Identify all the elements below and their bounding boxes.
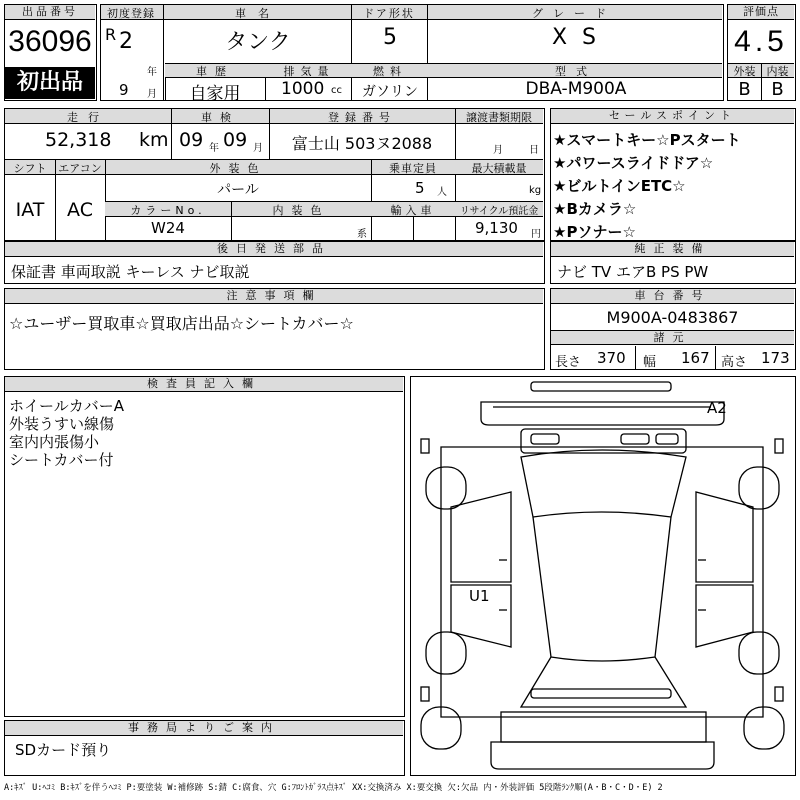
rating-block <box>727 4 796 101</box>
history-value: 自家用 <box>189 84 241 104</box>
ext-rating-value: B <box>738 79 751 100</box>
width-label: 幅 <box>643 355 657 370</box>
doors-value: 5 <box>383 25 397 50</box>
grade-label: グレード <box>532 7 616 20</box>
sales-points-block <box>550 108 796 241</box>
transfer-label: 譲渡書類期限 <box>466 111 532 124</box>
interior-color-unit: 系 <box>357 229 367 240</box>
inspector-line: 室内内張傷小 <box>9 433 100 451</box>
interior-color-label: 内装色 <box>272 204 330 217</box>
office-block <box>4 720 405 776</box>
equipment-label: 純正装備 <box>551 242 794 257</box>
sales-point-item: ★Pソナー☆ <box>553 223 636 241</box>
vehicle-info-block <box>100 4 724 104</box>
car-name-value: タンク <box>225 30 291 55</box>
later-parts-value: 保証書 車両取説 キーレス ナビ取説 <box>11 263 250 281</box>
history-label: 車歴 <box>196 65 234 78</box>
mileage-label: 走行 <box>67 111 109 124</box>
dimensions-label: 諸元 <box>551 330 794 345</box>
max-load-label: 最大積載量 <box>471 162 527 175</box>
detail-block <box>4 108 545 241</box>
chassis-label: 車台番号 <box>551 289 794 304</box>
inspection-label: 車検 <box>201 111 239 124</box>
color-no-value: W24 <box>151 219 185 237</box>
later-parts-label: 後日発送部品 <box>5 242 543 257</box>
notes-label: 注意事項欄 <box>5 289 543 304</box>
recycle-value: 9,130 <box>475 219 518 237</box>
fuel-label: 燃料 <box>373 65 407 78</box>
inspector-line: 外装うすい線傷 <box>9 415 115 433</box>
inspection-year: 09 <box>179 129 204 151</box>
damage-mark-u1: U1 <box>469 587 490 605</box>
length-label: 長さ <box>555 355 582 370</box>
exterior-color-value: パール <box>217 182 259 198</box>
exterior-color-label: 外装色 <box>209 162 267 175</box>
lot-label: 出品番号 <box>5 5 95 20</box>
shift-value: IAT <box>15 199 45 221</box>
inspection-month-unit: 月 <box>253 143 263 154</box>
divider <box>371 160 372 240</box>
first-reg-year: 2 <box>119 29 133 54</box>
recycle-unit: 円 <box>531 229 541 240</box>
first-listing-badge: 初出品 <box>5 67 95 99</box>
height-value: 173 <box>761 349 790 367</box>
first-reg-month: 9 <box>119 81 129 99</box>
first-reg-era: R <box>105 25 117 44</box>
transfer-day-unit: 日 <box>529 145 539 156</box>
sales-point-item: ★Bカメラ☆ <box>553 200 637 218</box>
displacement-value: 1000 <box>281 79 325 99</box>
notes-value: ☆ユーザー買取車☆買取店出品☆シートカバー☆ <box>9 314 354 333</box>
aircon-value: AC <box>67 199 93 221</box>
inspector-label: 検査員記入欄 <box>5 377 403 392</box>
first-reg-month-unit: 月 <box>147 89 157 100</box>
divider <box>427 5 428 63</box>
damage-legend: A:ｷｽﾞ U:ﾍｺﾐ B:ｷｽﾞを伴うﾍｺﾐ P:要塗装 W:補修跡 S:錆 C:腐食、穴 G:ﾌﾛﾝﾄｶﾞﾗｽ点ｷｽﾞ XX:交換済み X:要交換 欠:欠品 内・外装評価 5段階ﾗﾝｸ順(A・B・C・D・E) 2 <box>4 783 663 793</box>
inspection-year-unit: 年 <box>209 143 219 154</box>
divider <box>231 202 232 240</box>
sales-point-item: ★パワースライドドア☆ <box>553 154 714 172</box>
equipment-value: ナビ TV エアB PS PW <box>557 263 709 281</box>
chassis-value: M900A-0483867 <box>606 308 739 327</box>
capacity-label: 乗車定員 <box>389 162 437 175</box>
inspector-line: シートカバー付 <box>9 451 114 469</box>
equipment-block <box>550 241 796 284</box>
lot-number: 36096 <box>8 25 92 58</box>
sales-point-item: ★ビルトインETC☆ <box>553 177 686 195</box>
recycle-label: リサイクル預託金 <box>459 206 539 217</box>
later-parts-block <box>4 241 545 284</box>
model-code-label: 型式 <box>555 65 597 78</box>
notes-block <box>4 288 545 370</box>
car-outline-diagram <box>411 377 794 774</box>
displacement-label: 排気量 <box>283 65 335 78</box>
mileage-unit: km <box>139 129 169 151</box>
lot-block <box>4 4 97 101</box>
divider <box>171 109 172 159</box>
plate-label: 登録番号 <box>328 111 396 124</box>
divider <box>163 5 164 100</box>
mileage-value: 52,318 <box>45 129 112 151</box>
import-label: 輸入車 <box>390 204 436 217</box>
divider <box>635 346 636 369</box>
rating-value: 4.5 <box>734 25 788 58</box>
divider <box>715 346 716 369</box>
sales-point-item: ★スマートキー☆Pスタート <box>553 131 741 149</box>
office-label: 事務局よりご案内 <box>5 721 403 736</box>
first-reg-year-unit: 年 <box>147 67 157 78</box>
car-name-label: 車名 <box>235 7 281 20</box>
plate-value: 富士山 503ヌ2088 <box>291 134 433 153</box>
ext-rating-label: 外装 <box>733 65 756 78</box>
transfer-month-unit: 月 <box>493 145 503 156</box>
max-load-unit: kg <box>529 185 542 196</box>
displacement-unit: cc <box>331 85 342 96</box>
length-value: 370 <box>597 349 626 367</box>
model-code-value: DBA-M900A <box>525 79 627 99</box>
capacity-value: 5 <box>415 179 425 197</box>
inspection-month: 09 <box>223 129 248 151</box>
capacity-unit: 人 <box>437 187 447 198</box>
chassis-block <box>550 288 796 370</box>
color-no-label: カラーNo. <box>130 204 206 217</box>
doors-label: ドア形状 <box>363 7 415 20</box>
aircon-label: エアコン <box>58 162 102 175</box>
grade-value: X S <box>551 25 601 50</box>
int-rating-value: B <box>771 79 784 100</box>
damage-mark-a2: A2 <box>707 399 727 417</box>
office-value: SDカード預り <box>15 741 112 759</box>
fuel-value: ガソリン <box>362 84 418 100</box>
car-diagram <box>410 376 796 776</box>
sales-points-label: セールスポイント <box>551 109 794 124</box>
divider <box>413 217 414 240</box>
inspector-block <box>4 376 405 717</box>
rating-label: 評価点 <box>728 5 794 20</box>
width-value: 167 <box>681 349 710 367</box>
shift-label: シフト <box>13 162 47 175</box>
int-rating-label: 内装 <box>766 65 789 78</box>
inspector-line: ホイールカバーA <box>9 397 124 415</box>
divider <box>351 5 352 63</box>
first-reg-label: 初度登録 <box>107 7 155 20</box>
height-label: 高さ <box>721 355 748 370</box>
